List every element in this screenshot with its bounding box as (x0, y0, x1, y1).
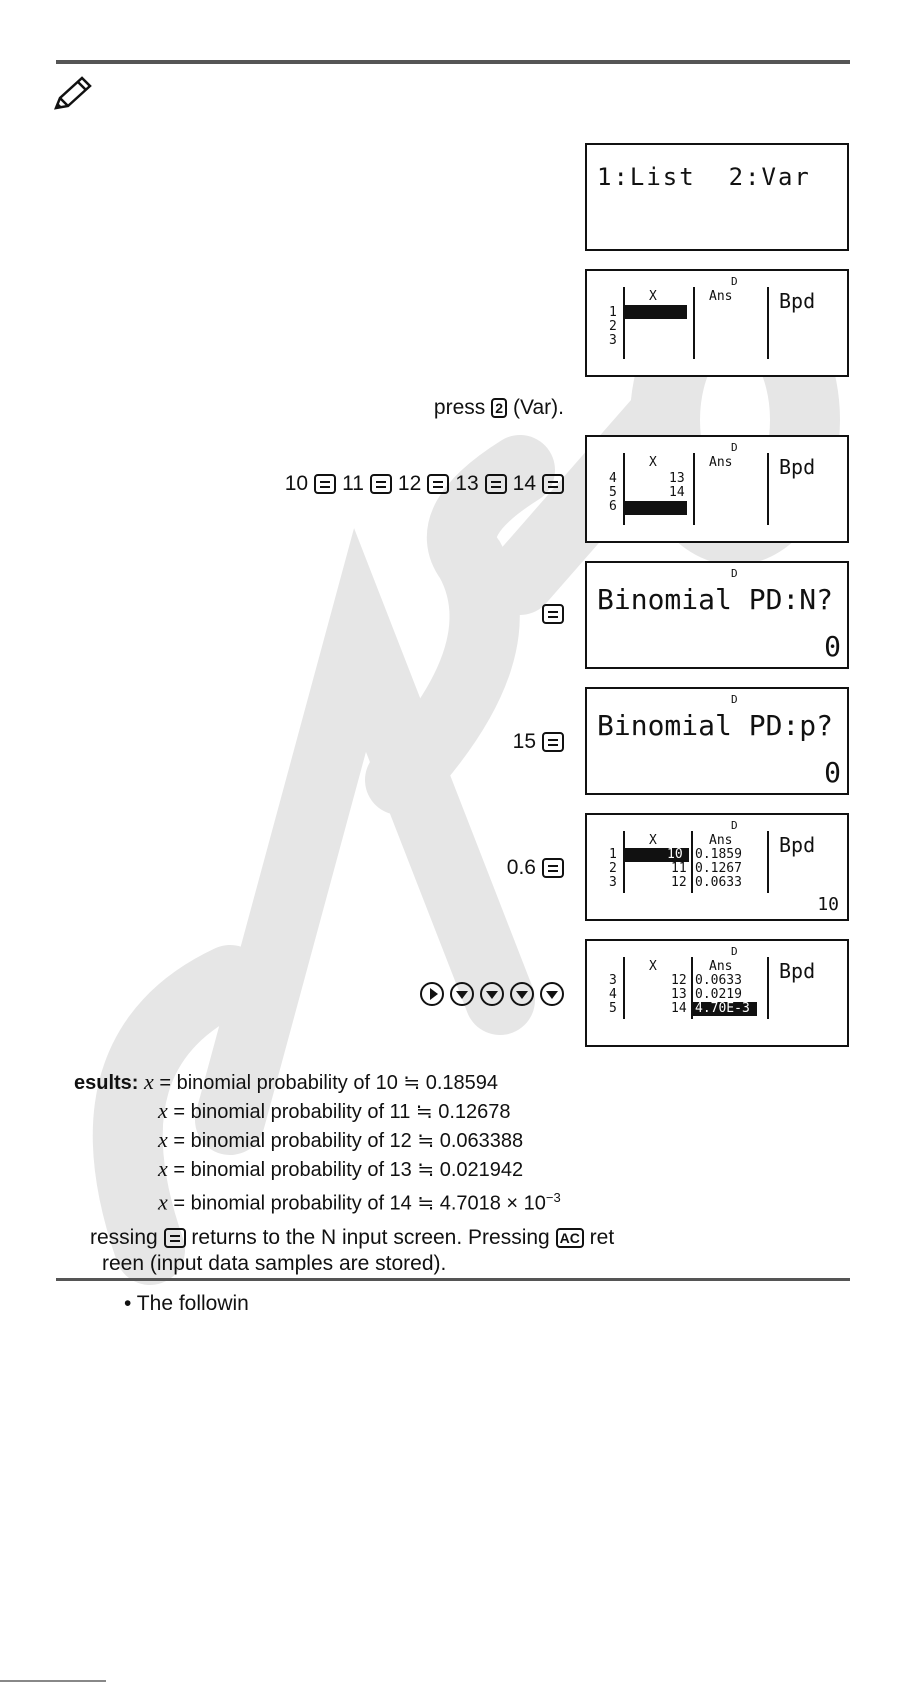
col-x-header: X (649, 833, 657, 848)
binomial-p-prompt: Binomial PD:p? (597, 709, 834, 742)
note-line-1 (90, 1224, 614, 1252)
lcd-results-table-screen (585, 813, 849, 921)
p-value: 0.6 (506, 856, 536, 879)
x-value: 10 (667, 847, 683, 862)
menu-text: 1:List 2:Var (597, 163, 811, 191)
n-value: 15 (512, 730, 536, 753)
exponent: −3 (545, 1190, 561, 1205)
value: 12 (397, 472, 422, 495)
row-num: 6 (609, 499, 617, 514)
pencil-icon (50, 74, 96, 114)
var-text: (Var). (513, 396, 564, 419)
note-line-2: reen (input data samples are stored). (102, 1252, 447, 1275)
result-var: x (158, 1098, 168, 1123)
press-text: press (433, 396, 486, 419)
table-cursor (625, 501, 687, 515)
result-text: = binomial probability of 13 ≒ 0.021942 (173, 1159, 524, 1181)
x-value: 12 (671, 973, 687, 988)
indicator-d: D (731, 275, 738, 288)
equals-key-icon (542, 474, 564, 494)
note-text: ret (589, 1226, 615, 1249)
step-enter-values (285, 472, 564, 496)
row-num: 5 (609, 485, 617, 500)
indicator-d: D (731, 945, 738, 958)
equals-key-icon (485, 474, 507, 494)
equals-key-icon (314, 474, 336, 494)
result-var: x (158, 1156, 168, 1181)
col-x-header: X (649, 289, 657, 304)
col-ans-header: Ans (709, 455, 733, 470)
top-rule (56, 60, 850, 64)
ans-value: 0.0219 (695, 987, 742, 1002)
ans-value: 4.70E-3 (695, 1001, 750, 1016)
result-text: = binomial probability of 14 ≒ 4.7018 × 10 (173, 1192, 546, 1215)
x-value: 11 (671, 861, 687, 876)
indicator-d: D (731, 693, 738, 706)
col-ans-header: Ans (709, 959, 733, 974)
step-enter-p (507, 856, 564, 880)
section-rule (56, 1278, 850, 1281)
result-line (74, 1068, 561, 1097)
table-cursor (625, 305, 687, 319)
col-ans-header: Ans (709, 289, 733, 304)
step-enter-n (513, 730, 564, 754)
row-num: 4 (609, 471, 617, 486)
value: 14 (512, 472, 536, 495)
x-value: 13 (669, 471, 685, 486)
equals-key-icon (542, 604, 564, 624)
step-press-var (434, 396, 564, 420)
row-num: 2 (609, 861, 617, 876)
equals-key-icon (370, 474, 392, 494)
results-label: esults: (74, 1072, 139, 1094)
note-text: returns to the N input screen. Pressing (191, 1226, 550, 1249)
indicator-d: D (731, 441, 738, 454)
cell-value: 10 (817, 894, 839, 915)
row-num: 1 (609, 847, 617, 862)
x-value: 14 (671, 1001, 687, 1016)
results-block (74, 1068, 561, 1218)
result-line (74, 1184, 561, 1218)
result-line (74, 1155, 561, 1184)
result-text: = binomial probability of 12 ≒ 0.063388 (173, 1130, 524, 1152)
down-arrow-key-icon (450, 982, 474, 1006)
down-arrow-key-icon (510, 982, 534, 1006)
row-num: 3 (609, 875, 617, 890)
col-ans-header: Ans (709, 833, 733, 848)
row-num: 1 (609, 305, 617, 320)
indicator-d: D (731, 819, 738, 832)
x-value: 14 (669, 485, 685, 500)
x-value: 12 (671, 875, 687, 890)
ans-value: 0.1859 (695, 847, 742, 862)
equals-key-icon (427, 474, 449, 494)
lcd-table-screen-empty (585, 269, 849, 377)
note-text: ressing (90, 1226, 158, 1249)
col-bpd-header: Bpd (779, 959, 816, 983)
equals-key-icon (542, 858, 564, 878)
col-bpd-header: Bpd (779, 833, 816, 857)
result-line (74, 1097, 561, 1126)
binomial-p-value: 0 (824, 756, 841, 789)
result-text: = binomial probability of 10 ≒ 0.18594 (159, 1072, 499, 1094)
equals-key-icon (164, 1228, 186, 1248)
row-num: 3 (609, 333, 617, 348)
row-num: 4 (609, 987, 617, 1002)
equals-key-icon (542, 732, 564, 752)
value: 13 (455, 472, 479, 495)
lcd-menu-screen (585, 143, 849, 251)
binomial-n-prompt: Binomial PD:N? (597, 583, 834, 616)
result-text: = binomial probability of 11 ≒ 0.12678 (173, 1101, 511, 1123)
down-arrow-key-icon (540, 982, 564, 1006)
x-value: 13 (671, 987, 687, 1002)
col-x-header: X (649, 455, 657, 470)
lcd-binomial-p-screen (585, 687, 849, 795)
binomial-n-value: 0 (824, 630, 841, 663)
value: 10 (284, 472, 309, 495)
footer-mark (0, 1680, 106, 1682)
key-2: 2 (491, 398, 507, 418)
indicator-d: D (731, 567, 738, 580)
col-bpd-header: Bpd (779, 289, 816, 313)
value: 11 (342, 472, 364, 495)
result-var: x (144, 1069, 154, 1094)
right-arrow-key-icon (420, 982, 444, 1006)
row-num: 5 (609, 1001, 617, 1016)
lcd-table-screen-entered (585, 435, 849, 543)
ans-value: 0.0633 (695, 973, 742, 988)
lcd-binomial-n-screen (585, 561, 849, 669)
step-cursor-keys (420, 982, 564, 1006)
result-line (74, 1126, 561, 1155)
result-var: x (158, 1127, 168, 1152)
row-num: 3 (609, 973, 617, 988)
ans-value: 0.1267 (695, 861, 742, 876)
down-arrow-key-icon (480, 982, 504, 1006)
ac-key: AC (556, 1228, 584, 1248)
col-x-header: X (649, 959, 657, 974)
result-var: x (158, 1189, 168, 1215)
ans-value: 0.0633 (695, 875, 742, 890)
bullet-text: • The followin (124, 1292, 249, 1315)
col-bpd-header: Bpd (779, 455, 816, 479)
row-num: 2 (609, 319, 617, 334)
step-equals (542, 604, 564, 624)
lcd-scrolled-table-screen (585, 939, 849, 1047)
